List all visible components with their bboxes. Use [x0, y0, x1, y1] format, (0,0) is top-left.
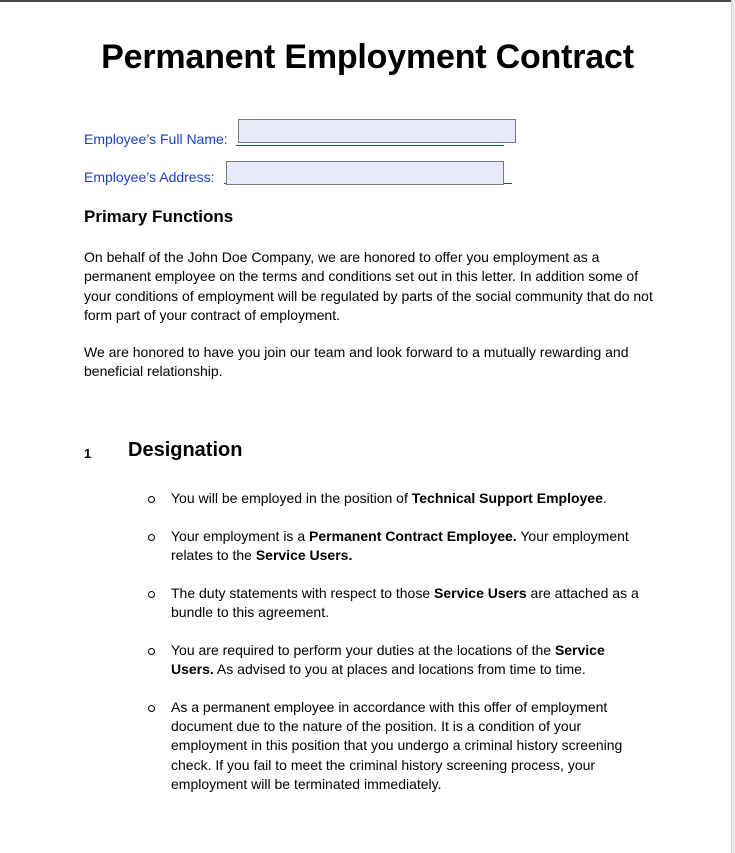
full-name-field[interactable]	[238, 119, 516, 143]
bullet-circle-icon	[148, 705, 155, 712]
designation-item: Your employment is a Permanent Contract Employee. Your employment relates to the Service Users.	[148, 527, 648, 566]
designation-item: You will be employed in the position of Technical Support Employee.	[148, 489, 648, 508]
section-number: 1	[84, 446, 92, 461]
full-name-underline	[236, 145, 504, 146]
primary-functions-heading: Primary Functions	[84, 207, 234, 226]
page-top-border	[0, 0, 735, 2]
full-name-label: Employee’s Full Name:	[84, 131, 228, 147]
bullet-circle-icon	[148, 648, 155, 655]
designation-heading: Designation	[128, 439, 243, 461]
bullet-circle-icon	[148, 591, 155, 598]
address-field[interactable]	[226, 161, 504, 185]
full-name-row	[84, 119, 524, 147]
document-title: Permanent Employment Contract	[101, 38, 634, 76]
bullet-circle-icon	[148, 534, 155, 541]
welcome-paragraph: We are honored to have you join our team and look forward to a mutually rewarding and beneficial relationship.	[84, 344, 629, 380]
address-label: Employee’s Address:	[84, 169, 215, 185]
designation-item: The duty statements with respect to those Service Users are attached as a bundle to this agreement.	[148, 584, 648, 623]
designation-list	[148, 489, 648, 813]
designation-item: As a permanent employee in accordance with this offer of employment document due to the nature of the position. It is a condition of your employment in this position that you undergo a criminal history screening check. If you fail to meet the criminal history screening process, your employment will be terminated immediately.	[148, 698, 648, 794]
designation-item: You are required to perform your duties at the locations of the Service Users. As advised to you at places and locations from time to time.	[148, 641, 648, 680]
address-row	[84, 157, 524, 185]
bullet-circle-icon	[148, 496, 155, 503]
intro-paragraph: On behalf of the John Doe Company, we are honored to offer you employment as a permanent employee on the terms and conditions set out in this letter. In addition some of your conditions of employment will be regulated by parts of the social community that do not form part of your contract of employment.	[84, 249, 653, 323]
